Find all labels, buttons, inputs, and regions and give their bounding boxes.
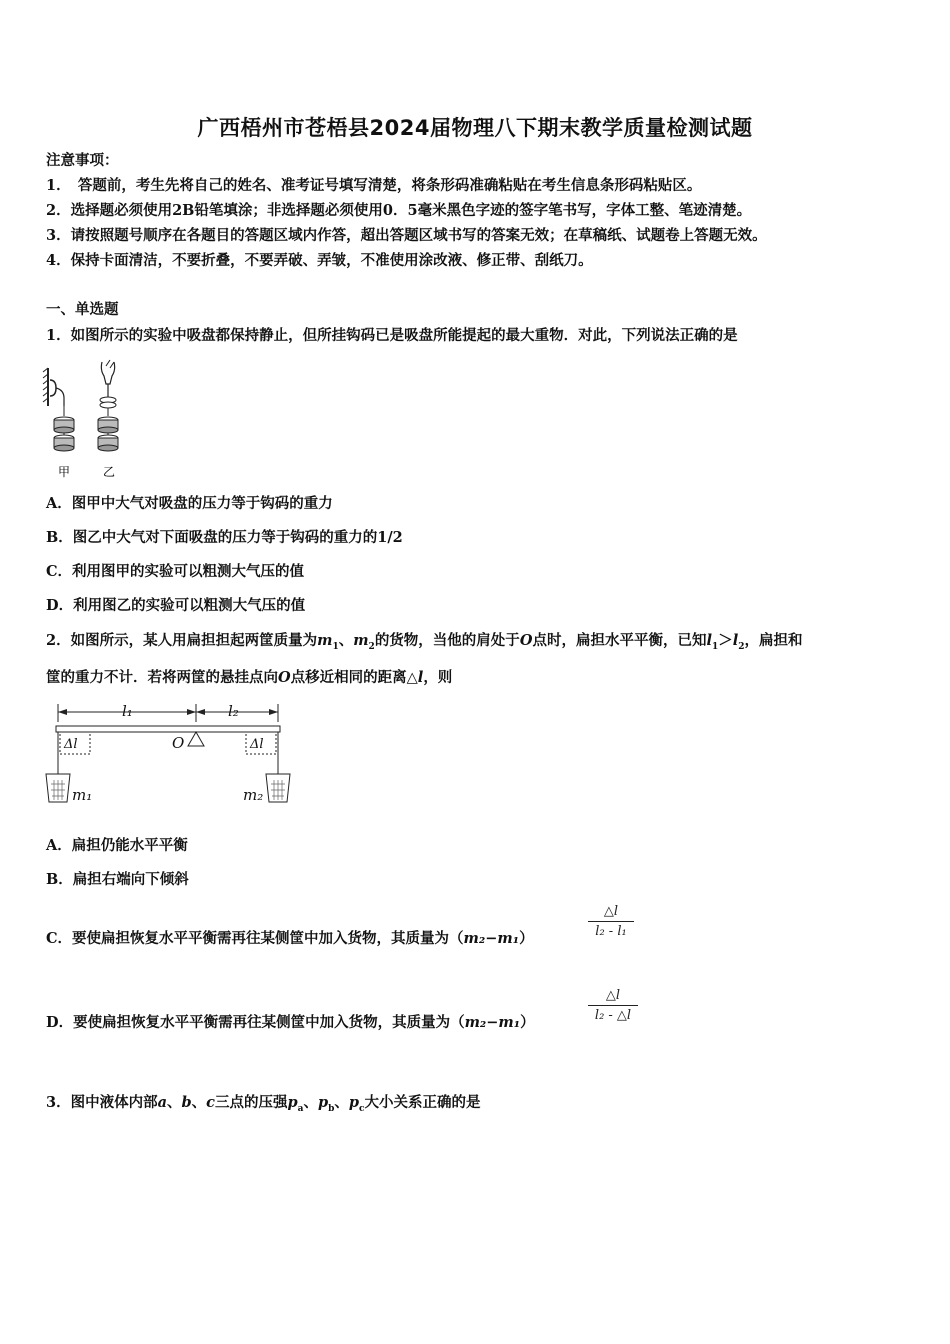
basket-right xyxy=(266,774,290,802)
q2-stem-part: 2．如图所示，某人用扁担担起两筐质量为 xyxy=(46,632,318,649)
q3-stem-part: 三点的压强 xyxy=(214,1094,288,1111)
m1-label: m₁ xyxy=(72,786,93,804)
pressure-b: p xyxy=(317,1094,329,1111)
m2-symbol: m xyxy=(353,632,369,649)
l1-label: l₁ xyxy=(122,702,133,720)
m1-subscript: 1 xyxy=(332,641,339,652)
l2-symbol: l xyxy=(732,632,739,649)
q2-option-b: B．扁担右端向下倾斜 xyxy=(46,871,189,888)
o-symbol: O xyxy=(519,632,533,649)
q2-stem-line1 xyxy=(46,631,803,657)
q1-suction-cup-figure xyxy=(40,358,140,482)
option-text: D．要使扁担恢复水平平衡需再往某侧筐中加入货物，其质量为（ xyxy=(46,1014,465,1031)
q1-option-c: C．利用图甲的实验可以粗测大气压的值 xyxy=(46,563,305,580)
notice-item: 2．选择题必须使用2B铅笔填涂；非选择题必须使用0．5毫米黑色字迹的签字笔书写，字体工整、笔迹清楚。 xyxy=(46,202,752,219)
m1-symbol: m xyxy=(317,632,333,649)
delta-l-right-label: Δl xyxy=(250,737,264,752)
notice-heading: 注意事项： xyxy=(46,152,119,169)
mass-difference: m₂−m₁ xyxy=(464,1014,521,1031)
pressure-c-subscript: c xyxy=(359,1103,365,1114)
pressure-a: p xyxy=(287,1094,298,1111)
point-c: c xyxy=(206,1094,215,1111)
fraction-d-denominator: l₂ - △l xyxy=(594,1008,632,1023)
option-text: C．要使扁担恢复水平平衡需再往某侧筐中加入货物，其质量为（ xyxy=(46,930,464,947)
pressure-c: p xyxy=(348,1094,360,1111)
fraction-c xyxy=(588,904,634,939)
q3-stem xyxy=(46,1093,481,1119)
weights-b xyxy=(98,417,118,451)
point-b: b xyxy=(181,1094,192,1111)
fraction-c-denominator: l₂ - l₁ xyxy=(595,924,627,939)
mass-difference: m₂−m₁ xyxy=(463,930,520,947)
fulcrum-o-label: O xyxy=(172,734,185,752)
q2-stem-part: ，扁担和 xyxy=(744,632,803,649)
exam-title: 广西梧州市苍梧县2024届物理八下期末教学质量检测试题 xyxy=(197,116,753,140)
q2-stem-part: 点时，扁担水平平衡，已知 xyxy=(532,632,707,649)
section-heading: 一、单选题 xyxy=(46,301,119,318)
paren-close: ） xyxy=(520,1014,535,1031)
q2-stem-part: 的货物，当他的肩处于 xyxy=(374,632,520,649)
q1-option-d: D．利用图乙的实验可以粗测大气压的值 xyxy=(46,597,306,614)
q2-option-a: A．扁担仍能水平平衡 xyxy=(46,837,188,854)
notice-item: 3．请按照题号顺序在各题目的答题区域内作答，超出答题区域书写的答案无效；在草稿纸、试题卷上答题无效。 xyxy=(46,227,767,244)
pressure-a-subscript: a xyxy=(297,1103,304,1114)
basket-left xyxy=(46,774,70,802)
l1-symbol: l xyxy=(706,632,712,649)
wall-with-suction-cup xyxy=(43,368,64,416)
q2-stem-line2 xyxy=(46,668,452,688)
q3-stem-part: 3．图中液体内部 xyxy=(46,1094,158,1111)
q3-stem-part: 大小关系正确的是 xyxy=(364,1094,481,1111)
notice-item: 4．保持卡面清洁，不要折叠，不要弄破、弄皱，不准使用涂改液、修正带、刮纸刀。 xyxy=(46,252,593,269)
fraction-bar xyxy=(588,921,634,922)
fraction-c-numerator: △l xyxy=(603,904,619,919)
separator: 、 xyxy=(338,632,354,649)
separator: 、 xyxy=(334,1094,349,1111)
q2-stem-part: ，则 xyxy=(423,669,453,686)
q2-stem-part: 筐的重力不计．若将两筐的悬挂点向 xyxy=(46,669,278,686)
hand-with-suction-cups xyxy=(100,360,116,416)
l2-label: l₂ xyxy=(228,702,239,720)
notice-item: 1． 答题前，考生先将自己的姓名、准考证号填写清楚，将条形码准确粘贴在考生信息条形码粘贴区。 xyxy=(46,177,702,194)
point-a: a xyxy=(157,1094,167,1111)
greater-than: ＞ xyxy=(718,632,733,649)
delta-l-left-label: Δl xyxy=(64,737,78,752)
fraction-bar xyxy=(588,1005,638,1006)
q2-option-c xyxy=(46,929,534,949)
q2-option-d xyxy=(46,1013,535,1033)
o-symbol: O xyxy=(278,669,291,686)
q1-stem: 1．如图所示的实验中吸盘都保持静止，但所挂钩码已是吸盘所能提起的最大重物．对此，下列说法正确的是 xyxy=(46,327,738,344)
separator: 、 xyxy=(167,1094,182,1111)
q2-carrying-pole-figure xyxy=(42,700,300,810)
q2-stem-part: 点移近相同的距离△ xyxy=(290,669,418,686)
m2-label: m₂ xyxy=(243,786,264,804)
fraction-d xyxy=(588,988,638,1023)
paren-close: ） xyxy=(519,930,534,947)
figure-label-yi: 乙 xyxy=(103,465,116,479)
l1-subscript: 1 xyxy=(711,641,719,652)
m2-subscript: 2 xyxy=(368,641,375,652)
l-symbol: l xyxy=(417,669,424,686)
l2-subscript: 2 xyxy=(738,641,745,652)
fraction-d-numerator: △l xyxy=(605,988,621,1003)
weights-a xyxy=(54,417,74,451)
q1-option-b: B．图乙中大气对下面吸盘的压力等于钩码的重力的1/2 xyxy=(46,529,403,546)
figure-label-jia: 甲 xyxy=(58,465,71,479)
separator: 、 xyxy=(191,1094,207,1111)
pressure-b-subscript: b xyxy=(328,1103,335,1114)
q1-option-a: A．图甲中大气对吸盘的压力等于钩码的重力 xyxy=(46,495,333,512)
separator: 、 xyxy=(303,1094,318,1111)
